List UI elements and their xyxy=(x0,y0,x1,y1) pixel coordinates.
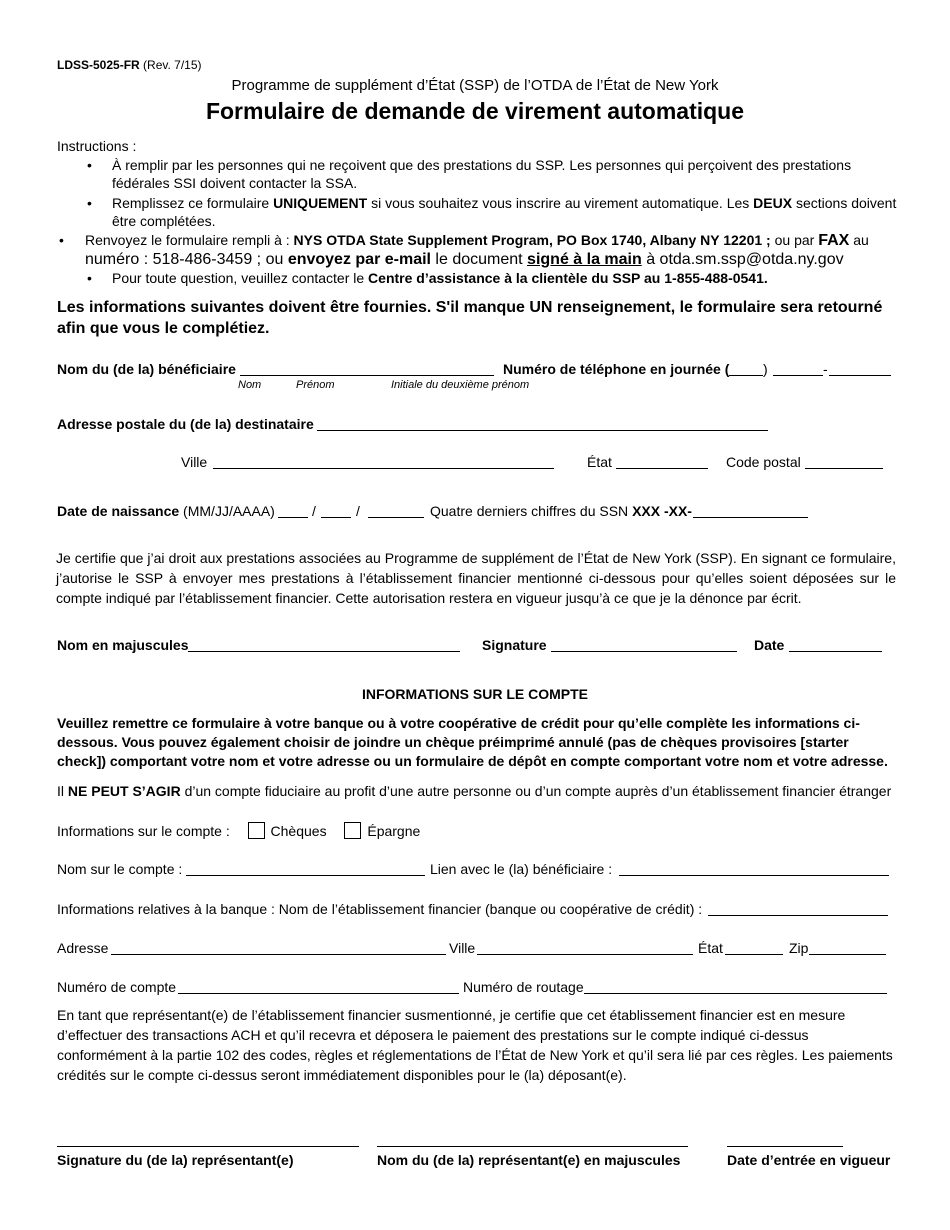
savings-label: Épargne xyxy=(367,823,421,839)
dob-label: Date de naissance (MM/JJ/AAAA) xyxy=(57,503,275,519)
relation-label: Lien avec le (la) bénéficiaire : xyxy=(430,861,613,877)
signature-label: Signature xyxy=(482,637,547,653)
phone-label: Numéro de téléphone en journée ( xyxy=(503,361,730,377)
dob-year-field[interactable] xyxy=(368,517,424,518)
rep-signature-label: Signature du (de la) représentant(e) xyxy=(57,1152,294,1168)
instructions-label: Instructions : xyxy=(57,138,137,154)
phone-prefix-field[interactable] xyxy=(773,375,823,376)
bank-name-field[interactable] xyxy=(708,915,888,916)
address-field[interactable] xyxy=(317,430,768,431)
bank-zip-field[interactable] xyxy=(809,954,886,955)
rep-signature-field[interactable] xyxy=(57,1146,359,1147)
account-number-field[interactable] xyxy=(178,993,459,994)
phone-dash: - xyxy=(823,361,828,377)
savings-checkbox[interactable] xyxy=(344,822,361,839)
dob-slash-2: / xyxy=(356,503,360,519)
program-name: Programme de supplément d’État (SSP) de l’OTDA de l’État de New York xyxy=(231,77,719,94)
ssn-label: Quatre derniers chiffres du SSN XXX -XX- xyxy=(430,503,692,519)
name-on-account-label: Nom sur le compte : xyxy=(57,861,183,877)
bank-info-label: Informations relatives à la banque : Nom de l’établissement financier (banque ou coopérative de crédit) : xyxy=(57,901,703,917)
effective-date-label: Date d’entrée en vigueur xyxy=(727,1152,891,1168)
account-number-label: Numéro de compte xyxy=(57,979,177,995)
instruction-bullet-2: • Remplissez ce formulaire UNIQUEMENT si vous souhaitez vous inscrire au virement automatique. Les DEUX sections doivent être complétées. xyxy=(87,195,897,229)
bank-address-field[interactable] xyxy=(111,954,446,955)
print-name-field[interactable] xyxy=(188,651,460,652)
sub-label-initiale: Initiale du deuxième prénom xyxy=(391,379,530,391)
city-field[interactable] xyxy=(213,468,554,469)
name-on-account-field[interactable] xyxy=(186,875,425,876)
date-label: Date xyxy=(754,637,785,653)
bank-address-label: Adresse xyxy=(57,940,109,956)
state-label: État xyxy=(587,454,612,470)
rep-name-field[interactable] xyxy=(377,1146,688,1147)
account-info-label: Informations sur le compte : xyxy=(57,823,230,839)
state-field[interactable] xyxy=(616,468,708,469)
account-type-row xyxy=(57,822,420,839)
print-name-label: Nom en majuscules xyxy=(57,637,189,653)
dob-slash-1: / xyxy=(312,503,316,519)
bank-certification-text: En tant que représentant(e) de l’établissement financier susmentionné, je certifie que cet établissement financier est en mesure d’effectuer des transactions ACH et qu’il recevra et déposera le paiement des prestations sur le compte indiqué ci-dessus conformément à la partie 102 des codes, règles et réglementations de l’État de New York et qu’il sera lié par ces règles. Les paiements crédités sur le compte ci-dessus seront immédiatement disponibles pour le (la) déposant(e). xyxy=(57,1007,893,1083)
bank-state-field[interactable] xyxy=(725,954,783,955)
account-intro: Veuillez remettre ce formulaire à votre banque ou à votre coopérative de crédit pour qu’elle complète les informations ci-dessous. Vous pouvez également choisir de joindre un chèque préimprimé annulé (pas de chèques provisoires [starter check]) comportant votre nom et votre adresse ou un formulaire de dépôt en compte comportant votre nom et votre adresse. xyxy=(57,715,888,769)
phone-area-code-field[interactable] xyxy=(729,375,763,376)
instruction-bullet-1: • À remplir par les personnes qui ne reçoivent que des prestations du SSP. Les personnes qui perçoivent des prestations fédérales SSI doivent contacter la SSA. xyxy=(87,157,852,191)
page-title: Formulaire de demande de virement automatique xyxy=(205,98,745,124)
sub-label-nom: Nom xyxy=(238,379,262,391)
zip-field[interactable] xyxy=(805,468,883,469)
warning-text: Les informations suivantes doivent être fournies. S'il manque UN renseignement, le formulaire sera retourné afin que vous le complétiez. xyxy=(57,299,883,337)
routing-number-label: Numéro de routage xyxy=(463,979,584,995)
relation-field[interactable] xyxy=(619,875,889,876)
ssn-field[interactable] xyxy=(693,517,808,518)
certification-text: Je certifie que j’ai droit aux prestations associées au Programme de supplément de l’État de New York (SSP). En signant ce formulaire, j’autorise le SSP à envoyer mes prestations à l’établissement financier mentionné ci-dessous pour qu’elles soient déposées sur le compte indiqué par l’établissement financier. Cette autorisation restera en vigueur jusqu’à ce que je la dénonce par écrit. xyxy=(56,550,896,606)
date-field[interactable] xyxy=(789,651,882,652)
bank-city-field[interactable] xyxy=(477,954,693,955)
phone-paren: ) xyxy=(763,361,768,377)
signature-field[interactable] xyxy=(551,651,737,652)
rep-name-label: Nom du (de la) représentant(e) en majuscules xyxy=(377,1152,681,1168)
bank-state-label: État xyxy=(698,940,723,956)
instruction-bullet-4: • Pour toute question, veuillez contacter le Centre d’assistance à la clientèle du SSP au 1-855-488-0541. xyxy=(87,270,768,286)
bank-zip-label: Zip xyxy=(789,940,809,956)
zip-label: Code postal xyxy=(726,454,801,470)
city-label: Ville xyxy=(181,454,208,470)
phone-number-field[interactable] xyxy=(829,375,891,376)
dob-day-field[interactable] xyxy=(321,517,351,518)
account-note: Il NE PEUT S’AGIR d’un compte fiduciaire au profit d’une autre personne ou d’un compte auprès d’un établissement financier étranger xyxy=(57,783,892,799)
beneficiary-name-label: Nom du (de la) bénéficiaire xyxy=(57,361,236,377)
checking-checkbox[interactable] xyxy=(248,822,265,839)
effective-date-field[interactable] xyxy=(727,1146,843,1147)
routing-number-field[interactable] xyxy=(584,993,887,994)
account-section-heading: INFORMATIONS SUR LE COMPTE xyxy=(361,686,589,702)
sub-label-prenom: Prénom xyxy=(296,379,335,391)
form-id: LDSS-5025-FR (Rev. 7/15) xyxy=(57,58,202,72)
checking-label: Chèques xyxy=(270,823,327,839)
bank-city-label: Ville xyxy=(449,940,476,956)
address-label: Adresse postale du (de la) destinataire xyxy=(57,416,314,432)
dob-month-field[interactable] xyxy=(278,517,308,518)
beneficiary-name-field[interactable] xyxy=(240,375,494,376)
instruction-bullet-3: • Renvoyez le formulaire rempli à : NYS OTDA State Supplement Program, PO Box 1740, Albany NY 12201 ; ou par FAX au numéro : 518-486-3459 ; ou envoyez par e-mail le document signé à la main à otda.sm.ssp@otda.ny.gov xyxy=(59,232,869,268)
